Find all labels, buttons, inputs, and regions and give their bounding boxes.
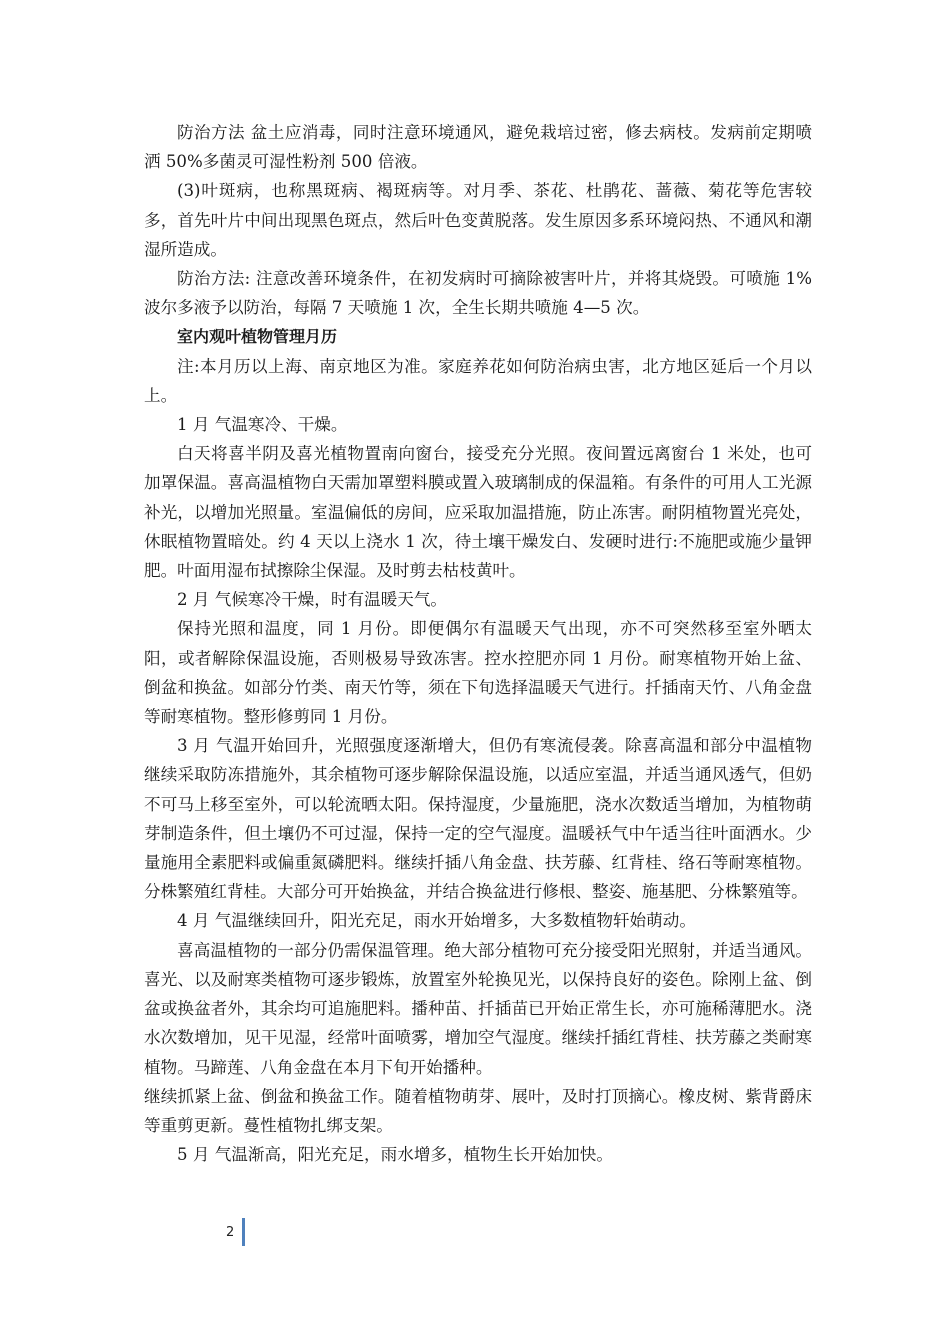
- section-heading: 室内观叶植物管理月历: [177, 327, 338, 347]
- paragraph-note: 注:本月历以上海、南京地区为准。家庭养花如何防治病虫害，北方地区延后一个月以上。: [144, 356, 812, 405]
- paragraph-may-title: 5 月 气温渐高，阳光充足，雨水增多，植物生长开始加快。: [177, 1145, 613, 1165]
- paragraph-january-body: 白天将喜半阴及喜光植物置南向窗台，接受充分光照。夜间置远离窗台 1 米处，也可加罩保温。喜高温植物白天需加罩塑料膜或置入玻璃制成的保温箱。有条件的可用人工光源补光，以增加光照量。室温偏低的房间，应采取加温措施，防止冻害。耐阴植物置光亮处，休眠植物置暗处。约 4 天以上浇水 1 次，待土壤干燥发白、发硬时进行:不施肥或施少量钾肥。叶面用湿布拭擦除尘保湿。及时剪去枯枝黄叶。: [144, 444, 812, 581]
- page-number: 2: [226, 1224, 235, 1240]
- paragraph-february-body: 保持光照和温度，同 1 月份。即便偶尔有温暖天气出现，亦不可突然移至室外晒太阳，或者解除保温设施，否则极易导致冻害。控水控肥亦同 1 月份。耐寒植物开始上盆、倒盆和换盆。如部分竹类、南天竹等，须在下旬选择温暖天气进行。扦插南天竹、八角金盘等耐寒植物。整形修剪同 1 月份。: [144, 619, 812, 727]
- paragraph-february-title: 2 月 气候寒冷干燥，时有温暖天气。: [177, 590, 448, 610]
- page-number-divider: [242, 1218, 245, 1246]
- paragraph-prevention-method-2: 防治方法: 注意改善环境条件，在初发病时可摘除被害叶片，并将其烧毁。可喷施 1%波尔多液予以防治，每隔 7 天喷施 1 次，全生长期共喷施 4—5 次。: [144, 269, 812, 318]
- paragraph-leaf-spot-disease: (3)叶斑病，也称黑斑病、褐斑病等。对月季、茶花、杜鹃花、蔷薇、菊花等危害较多，首先叶片中间出现黑色斑点，然后叶色变黄脱落。发生原因多系环境闷热、不通风和潮湿所造成。: [144, 181, 812, 259]
- page-footer: [226, 1218, 245, 1246]
- document-body: [144, 118, 812, 1169]
- paragraph-january-title: 1 月 气温寒冷、干燥。: [177, 415, 348, 435]
- paragraph-april-title: 4 月 气温继续回升，阳光充足，雨水开始增多，大多数植物轩始萌动。: [177, 911, 696, 931]
- paragraph-april-body: 喜高温植物的一部分仍需保温管理。绝大部分植物可充分接受阳光照射，并适当通风。喜光、以及耐寒类植物可逐步锻炼，放置室外轮换见光，以保持良好的姿色。除刚上盆、倒盆或换盆者外，其余均可追施肥料。播种苗、扦插苗已开始正常生长，亦可施稀薄肥水。浇水次数增加，见干见湿，经常叶面喷雾，增加空气湿度。继续扦插红背桂、扶芳藤之类耐寒植物。马蹄莲、八角金盘在本月下旬开始播种。: [144, 940, 812, 1077]
- paragraph-march: 3 月 气温开始回升，光照强度逐渐增大，但仍有寒流侵袭。除喜高温和部分中温植物继续采取防冻措施外，其余植物可逐步解除保温设施，以适应室温，并适当通风透气，但奶不可马上移至室外，可以轮流晒太阳。保持湿度，少量施肥，浇水次数适当增加，为植物萌芽制造条件，但土壤仍不可过湿，保持一定的空气湿度。温暖袄气中午适当往叶面洒水。少量施用全素肥料或偏重氮磷肥料。继续扦插八角金盘、扶芳藤、红背桂、络石等耐寒植物。分株繁殖红背桂。大部分可开始换盆，并结合换盆进行修根、整姿、施基肥、分株繁殖等。: [144, 736, 812, 902]
- paragraph-prevention-method-1: 防治方法 盆土应消毒，同时注意环境通风，避免栽培过密，修去病枝。发病前定期喷洒 50%多菌灵可湿性粉剂 500 倍液。: [144, 123, 812, 172]
- paragraph-april-continued: 继续抓紧上盆、倒盆和换盆工作。随着植物萌芽、展叶，及时打顶摘心。橡皮树、紫背爵床等重剪更新。蔓性植物扎绑支架。: [144, 1086, 812, 1135]
